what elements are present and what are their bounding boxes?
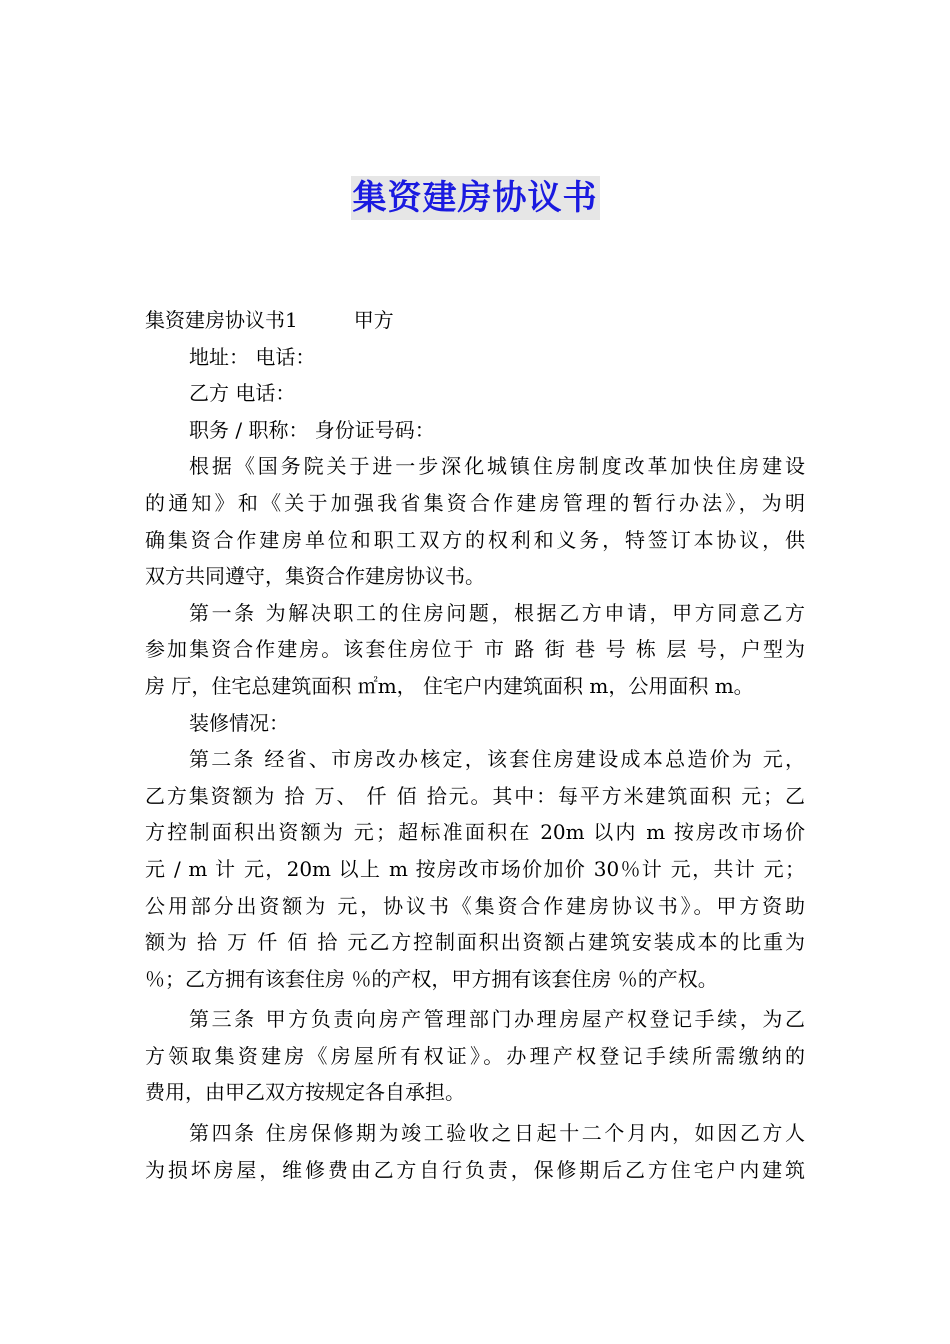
paragraph-line: 参加集资合作建房。该套住房位于 市 路 街 巷 号 栋 层 号，户型为 — [145, 637, 805, 662]
paragraph-line: 第一条 为解决职工的住房问题，根据乙方申请，甲方同意乙方 — [189, 600, 805, 625]
title-id-line: 职务 / 职称： 身份证号码： — [189, 417, 435, 442]
paragraph-line: 为损坏房屋，维修费由乙方自行负责，保修期后乙方住宅户内建筑 — [145, 1157, 805, 1182]
paragraph-line: 装修情况： — [189, 710, 289, 735]
paragraph-line: 第二条 经省、市房改办核定，该套住房建设成本总造价为 元， — [189, 747, 805, 772]
paragraph-line: 双方共同遵守，集资合作建房协议书。 — [145, 564, 485, 589]
paragraph-line: 元 / m 计 元，20m 以上 m 按房改市场价加价 30％计 元，共计 元； — [145, 856, 805, 881]
heading-label: 集资建房协议书1 — [145, 308, 298, 332]
document-title: 集资建房协议书 — [352, 178, 598, 218]
paragraph-line: 根据《国务院关于进一步深化城镇住房制度改革加快住房建设 — [189, 454, 805, 479]
paragraph-line: 公用部分出资额为 元，协议书《集资合作建房协议书》。甲方资助 — [145, 893, 805, 918]
paragraph-line: 的通知》和《关于加强我省集资合作建房管理的暂行办法》，为明 — [145, 490, 805, 515]
paragraph-line: 确集资合作建房单位和职工双方的权利和义务，特签订本协议，供 — [145, 527, 805, 552]
paragraph-line: 额为 拾 万 仟 佰 拾 元乙方控制面积出资额占建筑安装成本的比重为 — [145, 930, 805, 955]
paragraph-line: ％；乙方拥有该套住房 ％的产权，甲方拥有该套住房 ％的产权。 — [145, 966, 718, 991]
paragraph-line: 费用，由甲乙双方按规定各自承担。 — [145, 1080, 465, 1105]
party-a-label: 甲方 — [353, 308, 394, 332]
paragraph-line: 乙方集资额为 拾 万、 仟 佰 拾元。其中：每平方米建筑面积 元；乙 — [145, 783, 805, 808]
party-b-line: 乙方 电话： — [189, 381, 296, 406]
document-body — [145, 302, 805, 1188]
title-container — [0, 176, 950, 220]
header-line — [145, 302, 805, 339]
paragraph-line: 房 厅，住宅总建筑面积 ㎡m， 住宅户内建筑面积 m，公用面积 m。 — [145, 673, 754, 698]
address-phone-line: 地址： 电话： — [189, 344, 316, 369]
paragraph-line: 第三条 甲方负责向房产管理部门办理房屋产权登记手续，为乙 — [189, 1007, 805, 1032]
paragraph-line: 第四条 住房保修期为竣工验收之日起十二个月内，如因乙方人 — [189, 1121, 805, 1146]
paragraph-line: 方控制面积出资额为 元；超标准面积在 20m 以内 m 按房改市场价 — [145, 820, 805, 845]
paragraph-line: 方领取集资建房《房屋所有权证》。办理产权登记手续所需缴纳的 — [145, 1043, 805, 1068]
